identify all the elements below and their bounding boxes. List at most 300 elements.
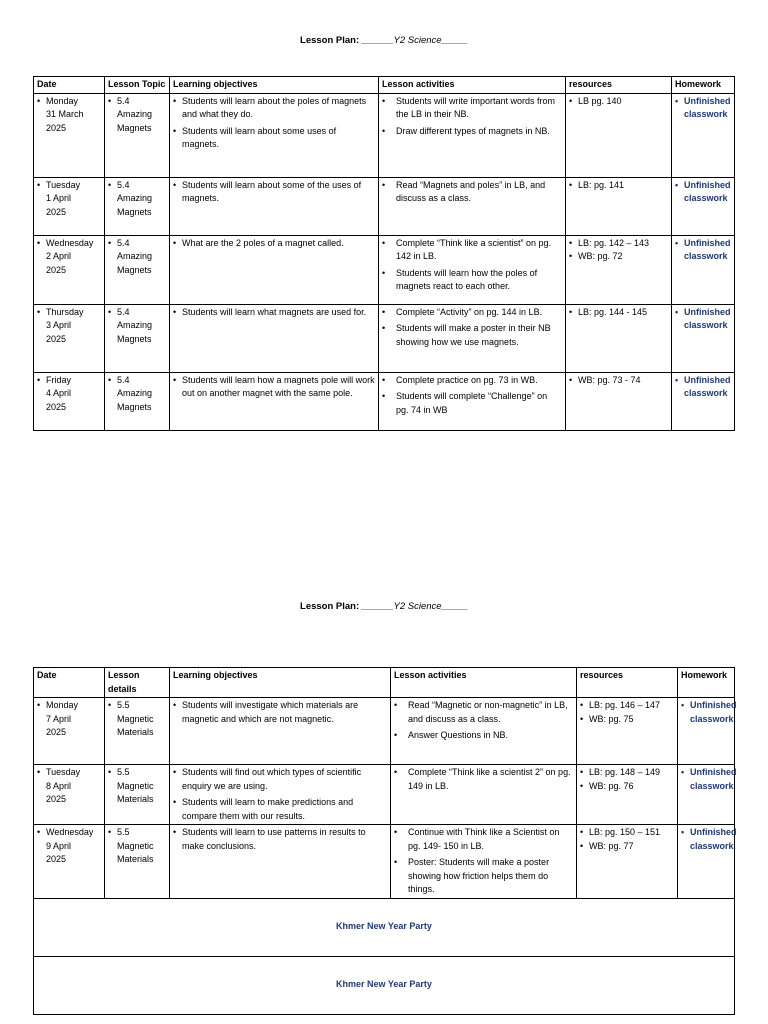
activity-item-text: Complete practice on pg. 73 in WB. — [396, 374, 538, 385]
activity-item — [382, 125, 562, 139]
activities-cell — [379, 93, 566, 177]
objective-item — [173, 237, 375, 251]
title-value: ______Y2 Science_____ — [361, 601, 468, 612]
objectives-cell — [170, 235, 379, 304]
activity-item-text: Answer Questions in NB. — [408, 730, 509, 740]
activity-item — [394, 766, 573, 793]
topic-value-line: Magnetic — [117, 780, 154, 791]
date-value-text — [46, 306, 101, 347]
topic-value-line: Magnets — [117, 333, 152, 344]
bullet-icon: • — [173, 374, 177, 385]
topic-value-text — [117, 766, 166, 807]
objective-item — [173, 796, 387, 823]
topic-value-text — [117, 95, 166, 136]
resources-cell — [566, 372, 672, 430]
date-value — [37, 826, 101, 867]
bullet-icon: • — [569, 95, 573, 106]
resource-item-text: WB: pg. 73 - 74 — [578, 374, 641, 385]
resource-item-text: WB: pg. 77 — [589, 840, 634, 851]
bullet-icon: • — [173, 700, 177, 710]
bullet-icon: • — [569, 179, 573, 190]
topic-cell — [105, 765, 170, 825]
objectives-cell — [170, 304, 379, 372]
bullet-icon: • — [382, 237, 386, 248]
date-value — [37, 374, 101, 415]
objective-item — [173, 374, 375, 401]
resource-item-text: WB: pg. 76 — [589, 780, 634, 791]
date-cell — [34, 235, 105, 304]
objective-item-text: Students will learn what magnets are used for. — [182, 306, 367, 317]
topic-value-text — [117, 306, 166, 347]
topic-value — [108, 374, 166, 415]
bullet-icon: • — [675, 237, 679, 248]
bullet-icon: • — [382, 95, 386, 106]
bullet-icon: • — [394, 700, 398, 710]
header-lesson-topic: Lesson Topic — [105, 77, 170, 94]
activity-item — [394, 856, 573, 897]
resource-item — [580, 780, 674, 794]
homework-cell — [678, 765, 735, 825]
bullet-icon: • — [569, 251, 573, 261]
topic-value-line: Materials — [117, 727, 154, 737]
date-value-text — [46, 374, 101, 415]
topic-value — [108, 95, 166, 136]
lesson-plan-title-2 — [0, 601, 768, 612]
activities-cell — [391, 698, 577, 765]
bullet-icon: • — [394, 857, 398, 867]
resource-item-text: LB: pg. 141 — [578, 179, 625, 190]
homework-item — [681, 766, 737, 793]
topic-value-line: Amazing — [117, 193, 153, 203]
homework-item-text: Unfinished classwork — [690, 767, 737, 791]
date-value — [37, 306, 101, 347]
topic-value-line: Materials — [117, 854, 154, 864]
topic-value-text — [117, 699, 166, 740]
topic-value-line: Magnets — [117, 122, 152, 133]
date-value-line: 2025 — [46, 264, 67, 275]
date-value-line: 2025 — [46, 122, 67, 133]
topic-value-line: Magnetic — [117, 840, 154, 851]
bullet-icon: • — [173, 125, 177, 136]
topic-value-line: 5.4 — [117, 237, 130, 248]
topic-value — [108, 826, 166, 867]
topic-value-text — [117, 237, 166, 278]
topic-value — [108, 766, 166, 807]
homework-cell — [672, 304, 735, 372]
header-learning-objectives: Learning objectives — [170, 668, 391, 698]
topic-value — [108, 306, 166, 347]
bullet-icon: • — [108, 237, 112, 248]
topic-cell — [105, 698, 170, 765]
homework-item-text: Unfinished classwork — [684, 179, 731, 203]
date-value-line: Friday — [46, 374, 72, 385]
topic-cell — [105, 235, 170, 304]
table-header-row — [34, 668, 735, 698]
resource-item — [569, 237, 668, 251]
bullet-icon: • — [37, 306, 41, 317]
bullet-icon: • — [108, 306, 112, 317]
header-date: Date — [34, 668, 105, 698]
topic-value-line: Amazing — [117, 388, 153, 398]
event-row — [34, 898, 735, 956]
header-lesson-details: Lesson details — [105, 668, 170, 698]
topic-cell — [105, 177, 170, 235]
resources-cell — [566, 235, 672, 304]
activities-cell — [379, 304, 566, 372]
objective-item-text: Students will learn about some uses of magnets. — [182, 125, 337, 149]
date-value-text — [46, 179, 101, 220]
activities-cell — [379, 372, 566, 430]
date-value-line: Wednesday — [46, 237, 94, 248]
resource-item — [569, 306, 668, 320]
bullet-icon: • — [382, 374, 386, 385]
activity-item-text: Draw different types of magnets in NB. — [396, 125, 550, 136]
table-row — [34, 93, 735, 177]
activity-item-text: Students will write important words from the LB in their NB. — [396, 95, 556, 119]
resources-cell — [566, 304, 672, 372]
table-row — [34, 177, 735, 235]
event-row — [34, 956, 735, 1014]
activity-item-text: Read “Magnets and poles” in LB, and discuss as a class. — [396, 179, 546, 203]
objective-item-text: Students will learn about some of the uses of magnets. — [182, 179, 362, 203]
activity-item-text: Students will complete “Challenge” on pg. 74 in WB — [396, 391, 548, 415]
date-value-line: 1 April — [46, 193, 72, 203]
date-value — [37, 237, 101, 278]
bullet-icon: • — [173, 797, 177, 807]
topic-value — [108, 237, 166, 278]
topic-value-line: 5.4 — [117, 179, 130, 190]
topic-cell — [105, 372, 170, 430]
homework-item — [681, 699, 737, 726]
table-row — [34, 698, 735, 765]
activities-cell — [379, 235, 566, 304]
homework-cell — [678, 825, 735, 899]
bullet-icon: • — [681, 827, 685, 837]
objective-item-text: Students will learn about the poles of magnets and what they do. — [182, 95, 367, 119]
activity-item-text: Students will learn how the poles of magnets react to each other. — [396, 267, 538, 291]
date-cell — [34, 304, 105, 372]
topic-value — [108, 179, 166, 220]
bullet-icon: • — [37, 700, 41, 710]
topic-value-line: Magnets — [117, 264, 152, 275]
date-value — [37, 95, 101, 136]
header-resources: resources — [577, 668, 678, 698]
activity-item — [394, 826, 573, 853]
activity-item-text: Read “Magnetic or non-magnetic” in LB, and discuss as a class. — [408, 700, 568, 724]
objective-item-text: What are the 2 poles of a magnet called. — [182, 237, 344, 248]
homework-item — [675, 95, 731, 122]
bullet-icon: • — [37, 374, 41, 385]
objectives-cell — [170, 825, 391, 899]
table-row — [34, 765, 735, 825]
objective-item-text: Students will investigate which materials are magnetic and which are not magnetic. — [182, 700, 359, 724]
header-homework: Homework — [678, 668, 735, 698]
date-cell — [34, 825, 105, 899]
bullet-icon: • — [580, 840, 584, 851]
bullet-icon: • — [394, 730, 398, 740]
homework-item-text: Unfinished classwork — [684, 374, 731, 398]
bullet-icon: • — [580, 700, 584, 710]
bullet-icon: • — [108, 700, 112, 710]
topic-value-line: 5.4 — [117, 306, 130, 317]
objective-item — [173, 826, 387, 853]
homework-item — [675, 179, 731, 206]
activity-item — [394, 729, 573, 743]
table-body — [34, 698, 735, 1015]
bullet-icon: • — [173, 827, 177, 837]
date-value-line: Monday — [46, 95, 79, 106]
bullet-icon: • — [394, 827, 398, 837]
date-value-line: 2025 — [46, 206, 67, 217]
resource-item — [580, 699, 674, 713]
resource-item-text: LB: pg. 142 – 143 — [578, 237, 650, 248]
bullet-icon: • — [108, 767, 112, 777]
topic-value-line: Materials — [117, 794, 154, 804]
date-value-line: 3 April — [46, 320, 72, 330]
topic-value-line: 5.5 — [117, 767, 130, 777]
homework-cell — [672, 93, 735, 177]
bullet-icon: • — [173, 179, 177, 190]
resources-cell — [577, 698, 678, 765]
bullet-icon: • — [108, 179, 112, 190]
topic-value — [108, 699, 166, 740]
date-value-line: 2 April — [46, 251, 72, 261]
homework-cell — [678, 698, 735, 765]
objectives-cell — [170, 93, 379, 177]
objective-item — [173, 179, 375, 206]
activity-item — [382, 179, 562, 206]
topic-value-line: Magnets — [117, 206, 152, 217]
resource-item-text: LB pg. 140 — [578, 95, 622, 106]
objectives-cell — [170, 372, 379, 430]
topic-value-text — [117, 826, 166, 867]
bullet-icon: • — [675, 95, 679, 106]
objectives-cell — [170, 765, 391, 825]
activity-item — [382, 390, 562, 417]
activities-cell — [391, 765, 577, 825]
resource-item — [580, 840, 674, 854]
resources-cell — [566, 177, 672, 235]
title-label: Lesson Plan: — [300, 35, 360, 46]
activity-item — [382, 95, 562, 122]
homework-item — [675, 237, 731, 264]
objectives-cell — [170, 698, 391, 765]
homework-item-text: Unfinished classwork — [690, 827, 737, 851]
activity-item — [394, 699, 573, 726]
topic-cell — [105, 304, 170, 372]
bullet-icon: • — [382, 391, 386, 401]
event-cell: Khmer New Year Party — [34, 898, 735, 956]
date-value-text — [46, 766, 101, 807]
date-value-line: Tuesday — [46, 767, 81, 777]
date-value-line: 2025 — [46, 727, 67, 737]
resource-item-text: LB: pg. 148 – 149 — [589, 767, 661, 777]
bullet-icon: • — [108, 827, 112, 837]
date-value-line: Monday — [46, 700, 79, 710]
resource-item-text: LB: pg. 144 - 145 — [578, 306, 648, 317]
header-resources: resources — [566, 77, 672, 94]
table-row — [34, 825, 735, 899]
homework-item — [675, 306, 731, 333]
date-value — [37, 699, 101, 740]
bullet-icon: • — [37, 827, 41, 837]
objective-item-text: Students will learn to use patterns in results to make conclusions. — [182, 827, 366, 851]
date-cell — [34, 93, 105, 177]
resource-item — [569, 95, 668, 109]
date-value-line: 7 April — [46, 713, 72, 724]
bullet-icon: • — [37, 179, 41, 190]
homework-item — [675, 374, 731, 401]
bullet-icon: • — [173, 237, 177, 248]
header-date: Date — [34, 77, 105, 94]
bullet-icon: • — [173, 95, 177, 106]
date-cell — [34, 372, 105, 430]
resource-item — [569, 374, 668, 388]
homework-cell — [672, 177, 735, 235]
topic-value-text — [117, 374, 166, 415]
resource-item-text: WB: pg. 72 — [578, 251, 623, 261]
bullet-icon: • — [580, 713, 584, 724]
event-cell: Khmer New Year Party — [34, 956, 735, 1014]
date-value-text — [46, 699, 101, 740]
date-value — [37, 766, 101, 807]
date-value-line: 4 April — [46, 388, 72, 398]
objectives-cell — [170, 177, 379, 235]
date-value-line: Thursday — [46, 306, 84, 317]
activity-item-text: Continue with Think like a Scientist on pg. 149- 150 in LB. — [408, 827, 560, 851]
homework-cell — [672, 372, 735, 430]
date-value-line: 9 April — [46, 840, 72, 851]
bullet-icon: • — [382, 306, 386, 317]
date-value-text — [46, 95, 101, 136]
bullet-icon: • — [569, 374, 573, 385]
topic-value-line: Amazing — [117, 251, 153, 261]
title-value: ______Y2 Science_____ — [361, 35, 468, 46]
resources-cell — [577, 825, 678, 899]
objective-item — [173, 306, 375, 320]
bullet-icon: • — [675, 306, 679, 317]
topic-value-text — [117, 179, 166, 220]
bullet-icon: • — [108, 374, 112, 385]
date-value-line: Tuesday — [46, 179, 81, 190]
objective-item — [173, 699, 387, 726]
bullet-icon: • — [675, 179, 679, 190]
objective-item — [173, 766, 387, 793]
bullet-icon: • — [580, 780, 584, 791]
topic-value-line: Amazing — [117, 109, 153, 119]
table-row — [34, 304, 735, 372]
date-value-line: 31 March — [46, 109, 84, 119]
bullet-icon: • — [580, 827, 584, 837]
topic-value-line: 5.5 — [117, 827, 130, 837]
bullet-icon: • — [382, 179, 386, 190]
topic-cell — [105, 825, 170, 899]
activity-item — [382, 322, 562, 349]
table-body — [34, 93, 735, 430]
bullet-icon: • — [173, 306, 177, 317]
homework-item — [681, 826, 737, 853]
objective-item-text: Students will learn to make predictions and compare them with our results. — [182, 797, 354, 821]
bullet-icon: • — [37, 767, 41, 777]
bullet-icon: • — [382, 323, 386, 333]
objective-item-text: Students will find out which types of scientific enquiry we are using. — [182, 767, 362, 791]
resource-item — [580, 826, 674, 840]
date-value-text — [46, 237, 101, 278]
resources-cell — [577, 765, 678, 825]
date-cell — [34, 177, 105, 235]
activity-item-text: Poster: Students will make a poster showing how friction helps them do things. — [408, 857, 550, 894]
bullet-icon: • — [173, 767, 177, 777]
bullet-icon: • — [569, 306, 573, 317]
bullet-icon: • — [382, 125, 386, 136]
homework-item-text: Unfinished classwork — [684, 237, 731, 261]
topic-value-line: Magnets — [117, 401, 152, 412]
activity-item-text: Complete “Think like a scientist” on pg. 142 in LB. — [396, 237, 552, 261]
lesson-plan-table-1 — [33, 76, 735, 431]
activity-item-text: Complete “Think like a scientist 2” on pg. 149 in LB. — [408, 767, 571, 791]
bullet-icon: • — [37, 95, 41, 106]
bullet-icon: • — [580, 767, 584, 777]
bullet-icon: • — [108, 95, 112, 106]
activities-cell — [379, 177, 566, 235]
resource-item — [580, 766, 674, 780]
header-lesson-activities: Lesson activities — [391, 668, 577, 698]
topic-value-line: 5.4 — [117, 374, 130, 385]
activity-item — [382, 267, 562, 294]
header-lesson-activities: Lesson activities — [379, 77, 566, 94]
date-cell — [34, 765, 105, 825]
resources-cell — [566, 93, 672, 177]
resource-item — [580, 713, 674, 727]
date-cell — [34, 698, 105, 765]
lesson-plan-title-1 — [0, 35, 768, 46]
activities-cell — [391, 825, 577, 899]
bullet-icon: • — [569, 237, 573, 248]
date-value-line: 2025 — [46, 401, 67, 412]
resource-item-text: LB: pg. 146 – 147 — [589, 700, 661, 710]
title-label: Lesson Plan: — [300, 601, 360, 612]
date-value-line: Wednesday — [46, 827, 94, 837]
homework-item-text: Unfinished classwork — [684, 95, 731, 119]
bullet-icon: • — [382, 267, 386, 278]
topic-value-line: 5.5 — [117, 700, 130, 710]
bullet-icon: • — [681, 700, 685, 710]
activity-item-text: Students will make a poster in their NB showing how we use magnets. — [396, 323, 551, 347]
lesson-plan-table-2 — [33, 667, 735, 1015]
homework-cell — [672, 235, 735, 304]
resource-item — [569, 250, 668, 264]
topic-value-line: 5.4 — [117, 95, 130, 106]
topic-value-line: Magnetic — [117, 713, 154, 724]
objective-item-text: Students will learn how a magnets pole will work out on another magnet with the same pole. — [182, 374, 375, 398]
table-row — [34, 235, 735, 304]
activity-item — [382, 237, 562, 264]
date-value-text — [46, 826, 101, 867]
bullet-icon: • — [681, 767, 685, 777]
header-learning-objectives: Learning objectives — [170, 77, 379, 94]
resource-item-text: LB: pg. 150 – 151 — [589, 827, 661, 837]
objective-item — [173, 95, 375, 122]
date-value — [37, 179, 101, 220]
table-row — [34, 372, 735, 430]
resource-item — [569, 179, 668, 193]
bullet-icon: • — [37, 237, 41, 248]
bullet-icon: • — [394, 767, 398, 777]
date-value-line: 2025 — [46, 854, 67, 864]
activity-item — [382, 374, 562, 388]
date-value-line: 2025 — [46, 794, 67, 804]
date-value-line: 8 April — [46, 780, 72, 791]
